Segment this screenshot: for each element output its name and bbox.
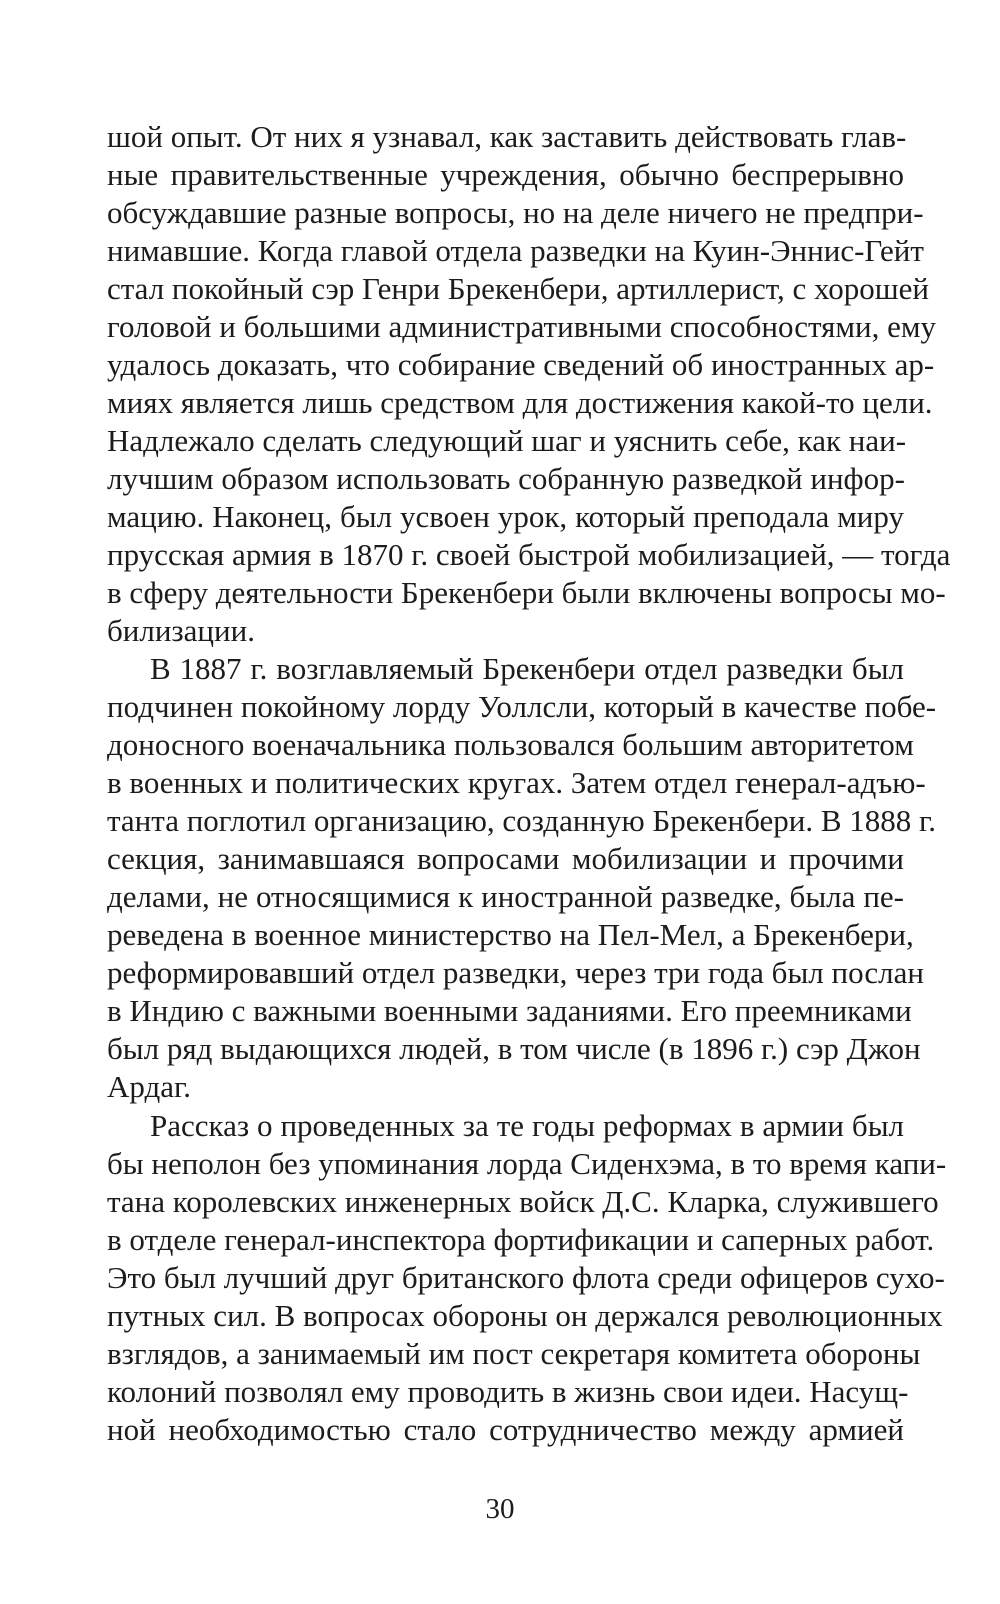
text-line: в отделе генерал-инспектора фортификации и саперных работ. <box>107 1222 935 1257</box>
text-line: секция, занимавшаяся вопросами мобилизации и прочими <box>107 841 904 876</box>
text-line: в сферу деятельности Брекенбери были включены вопросы мо- <box>107 575 946 610</box>
text-line: лучшим образом использовать собранную разведкой инфор- <box>107 461 905 496</box>
text-line: мацию. Наконец, был усвоен урок, который преподала миру <box>107 499 904 534</box>
page-number: 30 <box>485 1493 515 1525</box>
text-line: доносного военачальника пользовался большим авторитетом <box>107 727 914 762</box>
text-line: в военных и политических кругах. Затем отдел генерал-адъю- <box>107 765 926 800</box>
text-line: путных сил. В вопросах обороны он держался революционных <box>107 1298 943 1333</box>
text-line: ной необходимостью стало сотрудничество между армией <box>107 1412 904 1447</box>
text-line: обсуждавшие разные вопросы, но на деле ничего не предпри- <box>107 195 924 230</box>
text-line: Надлежало сделать следующий шаг и уяснить себе, как наи- <box>107 423 907 458</box>
text-line: удалось доказать, что собирание сведений об иностранных ар- <box>107 347 935 382</box>
text-line: делами, не относящимися к иностранной разведке, была пе- <box>107 879 904 914</box>
text-line: Рассказ о проведенных за те годы реформах в армии был <box>150 1108 904 1143</box>
text-line: тана королевских инженерных войск Д.С. Кларка, служившего <box>107 1184 939 1219</box>
text-line: в Индию с важными военными заданиями. Его преемниками <box>107 993 912 1028</box>
text-line: стал покойный сэр Генри Брекенбери, артиллерист, с хорошей <box>107 271 930 306</box>
text-line: танта поглотил организацию, созданную Брекенбери. В 1888 г. <box>107 803 936 838</box>
text-line: нимавшие. Когда главой отдела разведки на Куин-Эннис-Гейт <box>107 233 924 268</box>
text-line: взглядов, а занимаемый им пост секретаря комитета обороны <box>107 1336 921 1371</box>
text-line: был ряд выдающихся людей, в том числе (в 1896 г.) сэр Джон <box>107 1031 921 1066</box>
text-line: головой и большими административными способностями, ему <box>107 309 936 344</box>
text-line: билизации. <box>107 613 255 648</box>
text-line: Ардаг. <box>107 1069 191 1104</box>
text-line: колоний позволял ему проводить в жизнь свои идеи. Насущ- <box>107 1374 909 1409</box>
text-line: реформировавший отдел разведки, через три года был послан <box>107 955 924 990</box>
text-line: В 1887 г. возглавляемый Брекенбери отдел разведки был <box>150 651 904 686</box>
text-line: подчинен покойному лорду Уоллсли, который в качестве побе- <box>107 689 937 724</box>
text-line: ные правительственные учреждения, обычно беспрерывно <box>107 157 904 192</box>
text-line: Это был лучший друг британского флота среди офицеров сухо- <box>107 1260 945 1295</box>
text-line: бы неполон без упоминания лорда Сиденхэма, в то время капи- <box>107 1146 947 1181</box>
text-line: миях является лишь средством для достижения какой-то цели. <box>107 385 933 420</box>
text-line: реведена в военное министерство на Пел-Мел, а Брекенбери, <box>107 917 914 952</box>
text-line: прусская армия в 1870 г. своей быстрой мобилизацией, — тогда <box>107 537 951 572</box>
text-line: шой опыт. От них я узнавал, как заставить действовать глав- <box>107 119 907 154</box>
